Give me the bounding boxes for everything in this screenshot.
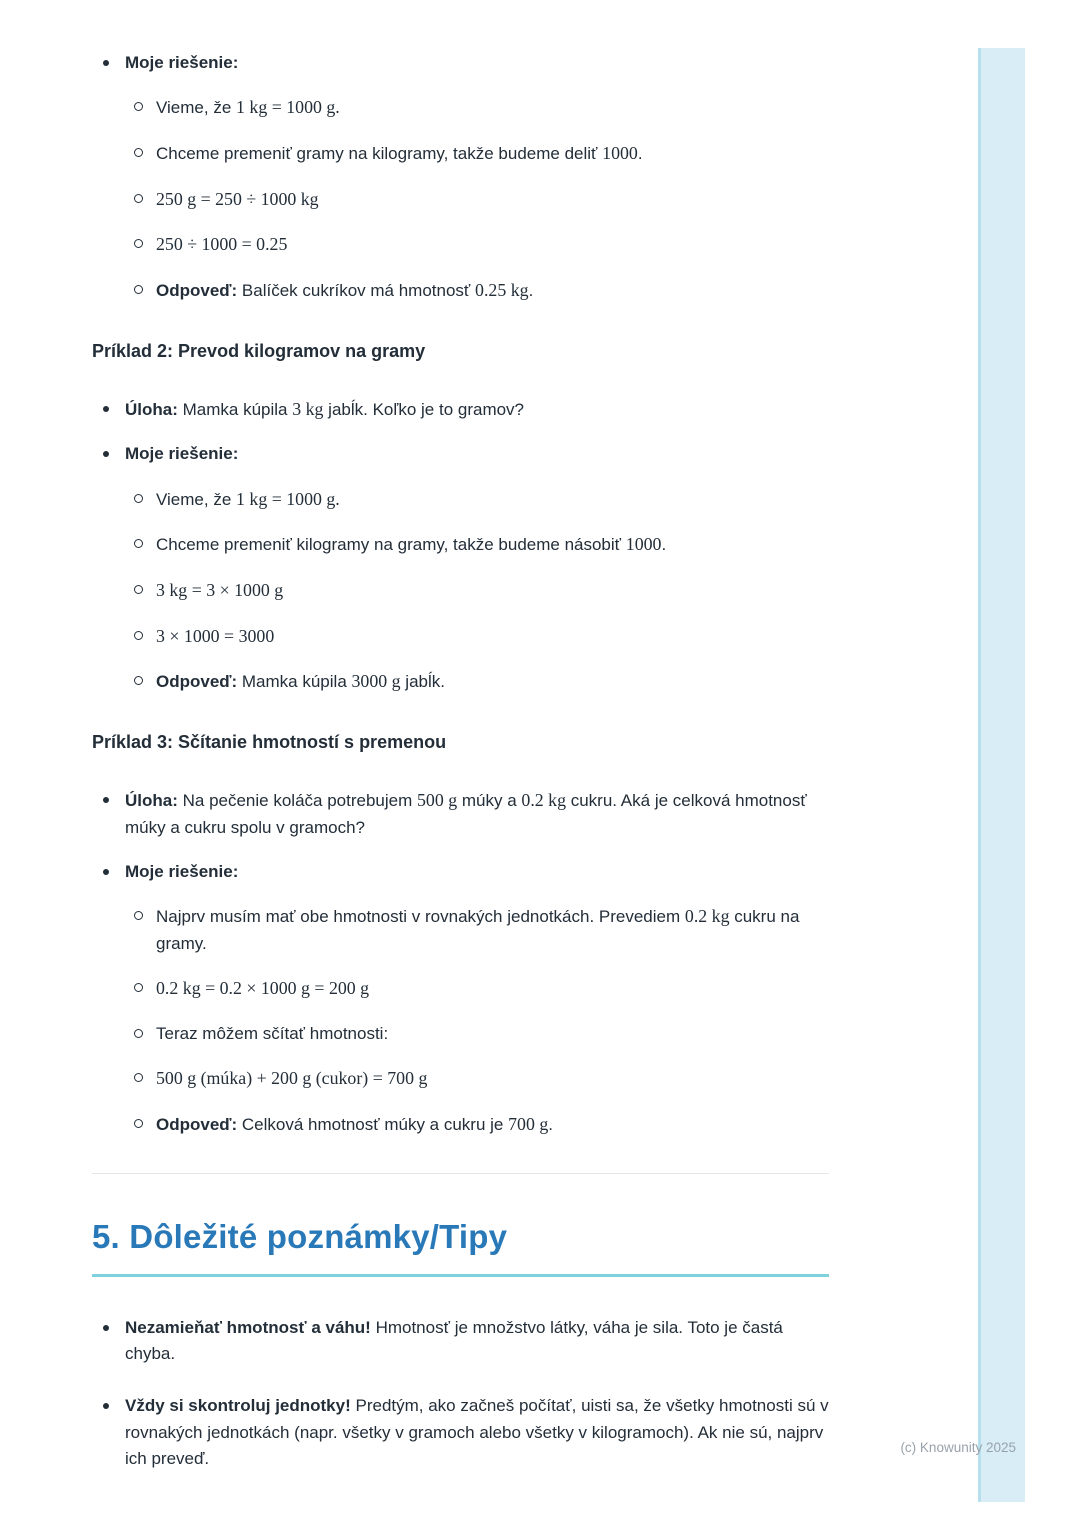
list-item-text (156, 903, 829, 957)
text-segment: 0.25 kg (475, 279, 529, 300)
text-segment: Moje riešenie: (125, 444, 239, 464)
text-segment: 250 g = 250 ÷ 1000 kg (156, 188, 319, 209)
example-3-list (92, 787, 829, 1139)
text-segment: Hmotnosť je množstvo látky, váha je sila. Toto je častá chyba. (125, 1317, 783, 1363)
text-segment: 3 × 1000 = 3000 (156, 625, 275, 646)
list-item-text (156, 140, 829, 168)
text-segment: 1000 (602, 143, 638, 163)
list-item (125, 623, 829, 651)
text-segment: jabĺk. (400, 672, 445, 692)
text-segment: Nezamieňať hmotnosť a váhu! (125, 1317, 371, 1337)
list-item-text (156, 668, 829, 696)
list-item-text (125, 859, 829, 885)
list-item (125, 140, 829, 168)
text-segment: Úloha: (125, 790, 178, 810)
list-item (92, 1315, 829, 1368)
list-item-text (156, 231, 829, 259)
text-segment: Predtým, ako začneš počítať, uisti sa, že všetky hmotnosti sú v rovnakých jednotkách (napr. všetky v gramoch alebo všetky v kilogramoch). Ak nie sú, najprv ich preveď. (125, 1396, 829, 1468)
list-item-text (125, 1315, 829, 1368)
list-item-text (156, 623, 829, 651)
list-item (92, 859, 829, 1139)
solution-1-list (92, 50, 829, 305)
list-item (125, 1111, 829, 1139)
text-segment: cukru. Aká je celková hmotnosť múky a cukru spolu v gramoch? (125, 790, 807, 837)
list-item (92, 787, 829, 841)
text-segment: 0.2 kg = 0.2 × 1000 g = 200 g (156, 978, 370, 999)
list-item-text (156, 277, 829, 305)
list-item (125, 903, 829, 957)
solution-3-steps (125, 903, 829, 1138)
list-item (92, 1393, 829, 1472)
text-segment: Najprv musím mať obe hmotnosti v rovnakých jednotkách. Prevediem (156, 907, 685, 927)
list-item-text (156, 531, 829, 559)
document-content (92, 50, 829, 1498)
list-item (92, 441, 829, 696)
list-item-text (125, 441, 829, 467)
text-segment: Mamka kúpila (237, 672, 352, 692)
list-item (125, 94, 829, 122)
footer-credit: (c) Knowunity 2025 (900, 1440, 1016, 1455)
list-item (125, 231, 829, 259)
text-segment: Mamka kúpila (177, 399, 293, 419)
text-segment: 1000 (625, 534, 662, 555)
text-segment: 250 ÷ 1000 = 0.25 (156, 234, 288, 255)
list-item-text (156, 486, 829, 514)
list-item (92, 50, 829, 305)
text-segment: Chceme premeniť kilogramy na gramy, takže budeme násobiť (156, 535, 626, 555)
list-item (125, 975, 829, 1003)
text-segment: Odpoveď: (156, 280, 238, 300)
text-segment: . (528, 280, 534, 300)
tips-list (92, 1315, 829, 1473)
list-item-text (156, 186, 829, 214)
list-item (92, 396, 829, 424)
text-segment: . (637, 144, 643, 163)
text-segment: 500 g (múka) + 200 g (cukor) = 700 g (156, 1068, 428, 1089)
text-segment: 0.2 kg (684, 906, 730, 927)
text-segment: Vždy si skontroluj jednotky! (125, 1396, 351, 1416)
text-segment: 1 kg = 1000 g. (236, 97, 340, 118)
text-segment: jabĺk. Koľko je to gramov? (323, 399, 525, 419)
list-item-text (125, 787, 829, 841)
text-segment: . (661, 535, 667, 555)
list-item-text (156, 975, 829, 1003)
text-segment: Balíček cukríkov má hmotnosť (237, 280, 476, 300)
text-segment: Chceme premeniť gramy na kilogramy, takže budeme deliť (156, 144, 603, 163)
right-accent-band (978, 48, 1025, 1502)
list-item-text (125, 396, 829, 424)
text-segment: múky a (457, 790, 522, 810)
text-segment: 3000 g (351, 671, 401, 692)
text-segment: Na pečenie koláča potrebujem (177, 790, 417, 810)
list-item-text (156, 1021, 829, 1047)
text-segment: Vieme, že (156, 489, 237, 509)
text-segment: 700 g (508, 1113, 549, 1134)
text-segment: 1 kg = 1000 g. (236, 488, 340, 509)
list-item-text (125, 1393, 829, 1472)
list-item-text (156, 94, 829, 122)
example-2-heading: Príklad 2: Prevod kilogramov na gramy (92, 340, 426, 361)
list-item (125, 531, 829, 559)
example-2-list (92, 396, 829, 696)
list-item-text (156, 577, 829, 605)
solution-1-steps (125, 94, 829, 304)
text-segment: 500 g (416, 789, 458, 810)
list-item (125, 577, 829, 605)
list-item (125, 1021, 829, 1047)
text-segment: Celková hmotnosť múky a cukru je (237, 1114, 509, 1134)
list-item-text (156, 1065, 829, 1093)
text-segment: Vieme, že (156, 98, 237, 118)
list-item-text (156, 1111, 829, 1139)
text-segment: Teraz môžem sčítať hmotnosti: (156, 1023, 389, 1043)
section-5-heading: 5. Dôležité poznámky/Tipy (92, 1217, 508, 1255)
list-item (125, 486, 829, 514)
text-segment: Odpoveď: (156, 672, 238, 692)
text-segment: 0.2 kg (521, 789, 566, 810)
text-segment: Úloha: (125, 399, 178, 419)
text-segment: 3 kg = 3 × 1000 g (156, 579, 284, 600)
solution-2-steps (125, 486, 829, 696)
text-segment: Odpoveď: (156, 1114, 238, 1134)
example-3-heading: Príklad 3: Sčítanie hmotností s premenou (92, 731, 447, 752)
text-segment: . (548, 1114, 553, 1134)
list-item (125, 668, 829, 696)
section-divider (92, 1173, 829, 1174)
text-segment: Moje riešenie: (125, 53, 239, 72)
heading-underline (92, 1274, 829, 1277)
list-item (125, 186, 829, 214)
list-item (125, 1065, 829, 1093)
list-item (125, 277, 829, 305)
text-segment: cukru na gramy. (156, 907, 800, 953)
text-segment: 3 kg (292, 398, 324, 419)
text-segment: Moje riešenie: (125, 861, 239, 881)
list-item-text (125, 50, 829, 76)
